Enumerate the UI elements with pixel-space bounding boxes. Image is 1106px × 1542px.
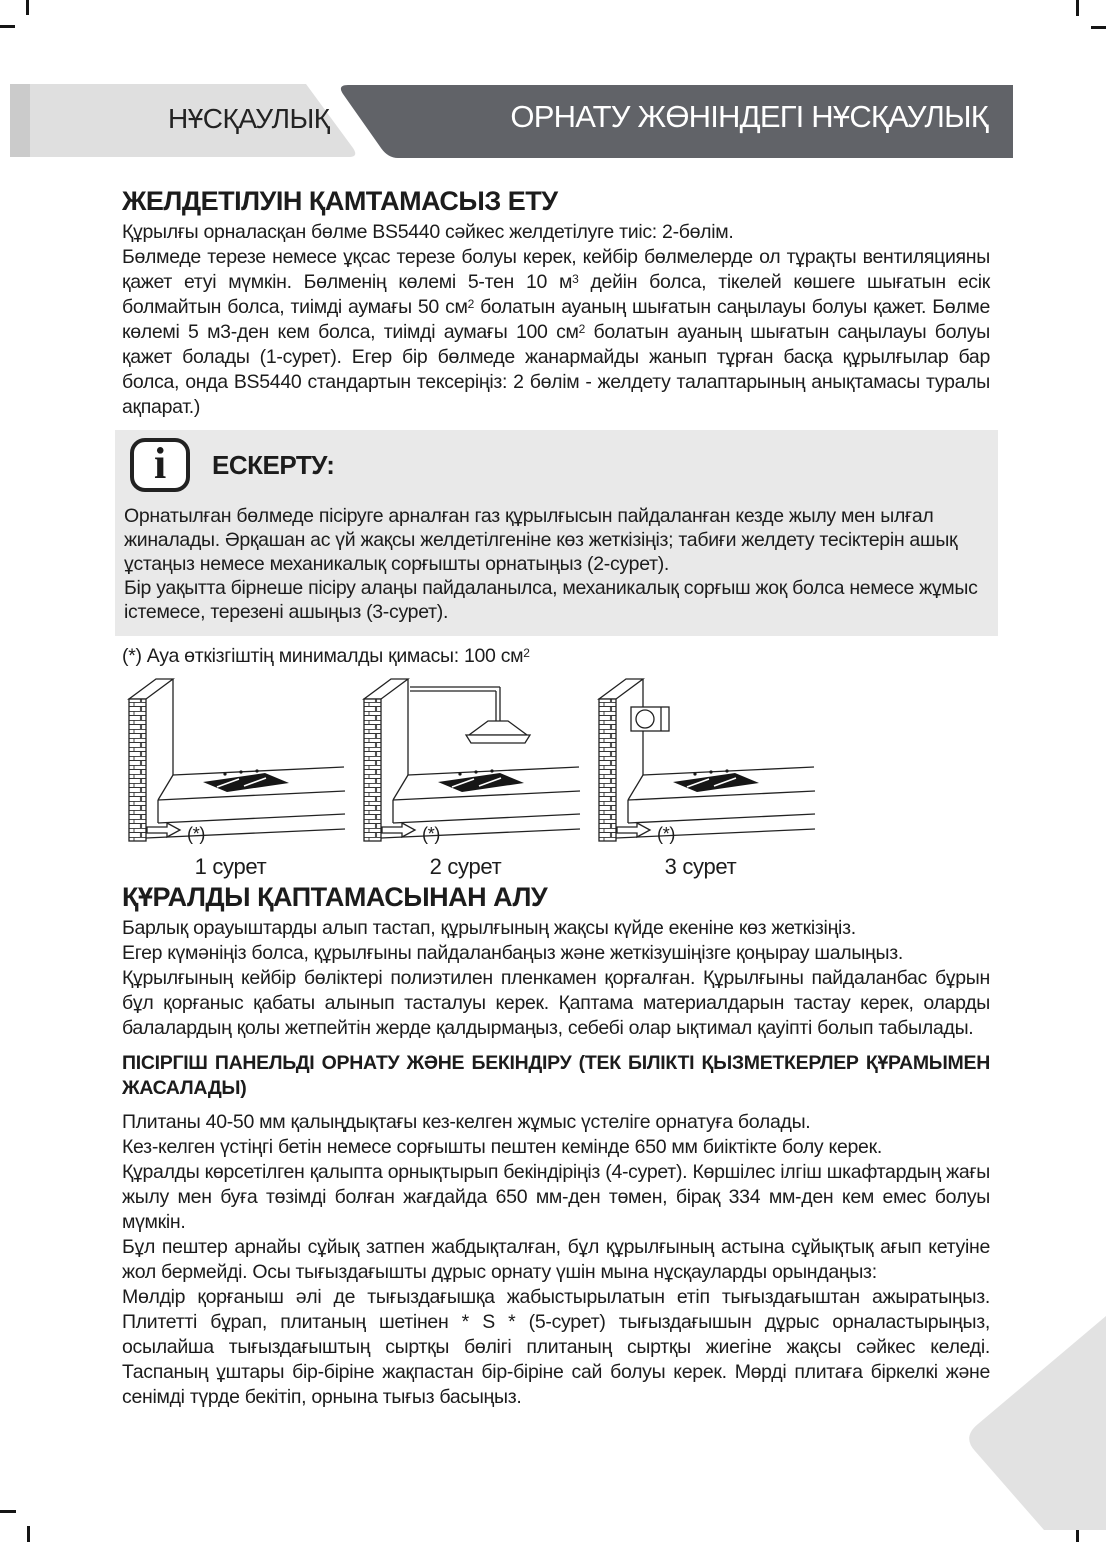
brick-wall-icon [599,679,643,841]
crop-mark-bottom-left-h [0,1510,16,1513]
install-para3: Құралды көрсетілген қалыпта орнықтырып бекіндіріңіз (4-сурет). Көршілес ілгіш шкафтардың жағы жылу мен буға төзімді болған жағдайда 650 мм-ден төмен, бірақ 334 мм-ден кем емес болуы мүмкін. [122,1161,990,1233]
vent-arrow-icon [147,823,180,837]
crop-mark-top-right-h [1091,26,1106,29]
install-para1: Плитаны 40-50 мм қалыңдықтағы кез-келген жұмыс үстеліге орнатуға болады. [122,1111,811,1133]
figure-1-caption: 1 сурет [194,854,267,879]
figure-2-diagram [348,675,583,847]
vent-arrow-icon [382,823,415,837]
figure-2-caption: 2 сурет [429,854,502,879]
figure-3-diagram [583,675,818,847]
warning-note-title: ЕСКЕРТУ: [212,449,335,480]
ventilation-title: ЖЕЛДЕТІЛУІН ҚАМТАМАСЫЗ ЕТУ [122,186,558,216]
brick-wall-icon [129,679,173,841]
figure-3-caption: 3 сурет [664,854,737,879]
wall-fan-icon [631,707,669,731]
crop-mark-bottom-left-v [27,1526,30,1542]
figures-row [113,675,990,879]
vent-label: (*) [187,824,206,844]
warning-note-header [130,438,986,492]
header-light-banner-edge [10,84,30,157]
brick-wall-icon [364,679,408,841]
warning-note-para2: Бір уақытта бірнеше пісіру алаңы пайдаланылса, механикалық сорғыш жоқ болса немесе жұмыс істемесе, терезені ашыңыз (3-сурет). [124,577,978,623]
crop-mark-top-right-v [1076,0,1079,16]
vent-label: (*) [657,824,676,844]
crop-mark-top-left-v [26,0,29,15]
install-para5: Мөлдір қорғаныш әлі де тығыздағышқа жабыстырылатын етіп тығыздағыштан ажыратыңыз. Плитетті бұрап, плитаның шетінен * S * (5-сурет) тығыздағышын дұрыс орналастырыңыз, осылайша тығыздағыштың сыртқы бөлігі плитаның сыртқы жиегіне жақсы сәйкес келеді. Таспаның ұштары бір-біріне жақпастан бір-біріне сай болуы керек. Мөрді плитаға біркелкі және сенімді түрде бекітіп, орнына тығыз басыңыз. [122,1286,990,1408]
figure-3 [583,675,818,879]
unpacking-para1: Барлық орауыштарды алып тастап, құрылғының жақсы күйде екеніне көз жеткізіңіз. [122,917,856,939]
install-para4: Бұл пештер арнайы сұйық затпен жабдықталған, бұл құрылғының астына сұйықтық ағып кетуіне жол бермейді. Осы тығыздағышты дұрыс орнату үшін мына нұсқауларды орындаңыз: [122,1236,990,1283]
ventilation-body: Бөлмеде терезе немесе ұқсас терезе болуы керек, кейбір бөлмелерде ол тұрақты вентиляцияны қажет етуі мүмкін. Бөлменің көлемі 5-тен 10 $м^3$ дейін болса, тікелей көшеге шығатын есік болмайтын болса, тиімді аумағы 50 $см^2$ болатын ауаның шығатын саңылауы болуы қажет. Бөлме көлемі 5 м3-ден кем болса, тиімді аумағы 100 $см^2$ болатын ауаның шығатын саңылауы болуы қажет болады (1-сурет). Егер бір бөлмеде жанармайды жанып тұрған басқа құрылғылар бар болса, онда BS5440 стандартын тексеріңіз: 2 бөлім - желдету талаптарының анықтамасы туралы ақпарат.) [122,246,991,418]
page-title: ОРНАТУ ЖӨНІНДЕГІ НҰСҚАУЛЫҚ [510,99,988,134]
unpacking-para2: Егер күмәніңіз болса, құрылғыны пайдаланбаңыз және жеткізушіңізге қоңырау шалыңыз. [122,942,903,964]
warning-note-box [115,430,998,636]
header-section-label: НҰСҚАУЛЫҚ [168,103,330,134]
warning-note-para1: Орнатылған бөлмеде пісіруге арналған газ құрылғысын пайдаланған кезде жылу мен ылғал жиналады. Әрқашан ас үй жақсы желдетілгеніне көз жеткізіңіз; табиғи желдету тесіктерін ашық ұстаңыз немесе механикалық сорғышты орнатыңыз (2-сурет). [124,505,958,575]
figure-2 [348,675,583,879]
unpacking-para3: Құрылғының кейбір бөліктері полиэтилен пленкамен қорғалған. Құрылғыны пайдаланбас бұрын бұл қорғаныс қабаты алынып тасталуы керек. Қаптама материалдарын тастау керек, оларды балалардың қолы жетпейтін жерде қалдырмаңыз, себебі олар ықтимал қауіпті болып табылады. [122,967,990,1039]
crop-mark-top-left-h [0,25,15,28]
unpacking-title: ҚҰРАЛДЫ ҚАПТАМАСЫНАН АЛУ [122,882,548,912]
figure-1-diagram [113,675,348,847]
vent-label: (*) [422,824,441,844]
chevron-decoration [956,1312,1106,1542]
info-i-icon: i [130,438,190,492]
cooker-hood-icon [410,687,530,743]
vent-arrow-icon [617,823,650,837]
ventilation-intro: Құрылғы орналасқан бөлме BS5440 сәйкес желдетілуге тиіс: 2-бөлім. [122,221,734,243]
install-heading: ПІСІРГІШ ПАНЕЛЬДІ ОРНАТУ ЖӘНЕ БЕКІНДІРУ (ТЕК БІЛІКТІ ҚЫЗМЕТКЕРЛЕР ҚҰРАМЫМЕН ЖАСАЛАДЫ) [122,1052,990,1099]
vent-min-section-note: (*) Ауа өткізгіштің минималды қимасы: 100 $см^2$ [122,645,530,667]
content-column [122,186,990,1410]
install-para2: Кез-келген үстіңгі бетін немесе сорғышты пештен кемінде 650 мм биіктікте болу керек. [122,1136,882,1158]
figure-1 [113,675,348,879]
